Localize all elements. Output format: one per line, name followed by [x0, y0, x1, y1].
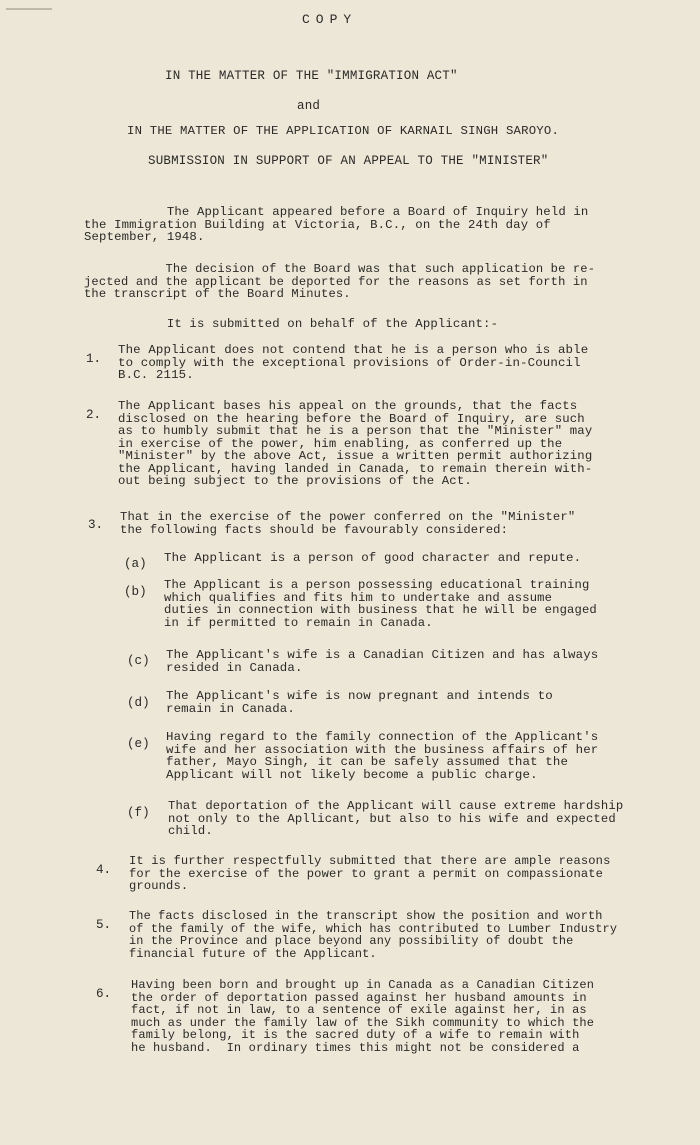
heading-and: and [297, 99, 321, 113]
point-text: The Applicant bases his appeal on the grounds, that the facts disclosed on the hearing before the Board of Inquiry, are such as to humbly submit that he is a person that the "Minister" may in exercise of the power, him enabling, as conferred up the "Minister" by the above Act, issue a written permit authorizing the Applicant, having landed in Canada, to remain therein with- out being subject to the provisions of the Act. [118, 399, 593, 488]
point-number: 4. [96, 863, 112, 877]
point-number: 3. [88, 518, 104, 532]
subpoint-text: Having regard to the family connection of the Applicant's wife and her association with the business affairs of her father, Mayo Singh, it can be safely assumed that the Applicant will not likely become a public charge. [166, 730, 599, 782]
subpoint-text: The Applicant is a person of good character and repute. [164, 551, 582, 565]
point-text: Having been born and brought up in Canada as a Canadian Citizen the order of deportation passed against her husband amounts in fact, if not in law, to a sentence of exile against her, in as much as under the family law of the Sikh community to which the family belong, it is the sacred duty of a wife to remain with he husband. In ordinary times this might not be considered a [131, 978, 595, 1055]
intro-paragraph-2: The decision of the Board was that such application be re- jected and the applicant be deported for the reasons as set forth in the transcript of the Board Minutes. [84, 262, 596, 301]
heading-application: IN THE MATTER OF THE APPLICATION OF KARNAIL SINGH SAROYO. [127, 124, 560, 138]
point-text: It is further respectfully submitted that there are ample reasons for the exercise of the power to grant a permit on compassionate grounds. [129, 854, 611, 893]
heading-submission: SUBMISSION IN SUPPORT OF AN APPEAL TO THE "MINISTER" [148, 154, 549, 168]
subpoint-label: (e) [127, 737, 150, 751]
point-text: That in the exercise of the power conferred on the "Minister" the following facts should be favourably considered: [120, 510, 576, 537]
point-number: 2. [86, 408, 102, 422]
subpoint-text: The Applicant is a person possessing educational training which qualifies and fits him to undertake and assume duties in connection with business that he will be engaged in if permitted to remain in Canada. [164, 578, 597, 630]
point-number: 6. [96, 987, 112, 1001]
subpoint-label: (b) [124, 585, 147, 599]
subpoint-label: (a) [124, 557, 147, 571]
subpoint-text: The Applicant's wife is now pregnant and intends to remain in Canada. [166, 689, 553, 716]
intro-paragraph-3: It is submitted on behalf of the Applicant:- [84, 317, 499, 331]
heading-act: IN THE MATTER OF THE "IMMIGRATION ACT" [165, 69, 458, 83]
point-text: The facts disclosed in the transcript show the position and worth of the family of the wife, which has contributed to Lumber Industry in the Province and place beyond any possibility of doubt the financial future of the Applicant. [129, 909, 618, 961]
copy-stamp: COPY [302, 12, 358, 27]
intro-paragraph-1: The Applicant appeared before a Board of Inquiry held in the Immigration Building at Victoria, B.C., on the 24th day of September, 1948. [84, 205, 589, 244]
subpoint-label: (d) [127, 696, 150, 710]
point-text: The Applicant does not contend that he is a person who is able to comply with the exceptional provisions of Order-in-Council B.C. 2115. [118, 343, 589, 382]
point-number: 5. [96, 918, 112, 932]
subpoint-text: That deportation of the Applicant will cause extreme hardship not only to the Apllicant, but also to his wife and expected child. [168, 799, 624, 838]
margin-mark [6, 8, 52, 10]
subpoint-label: (f) [127, 806, 150, 820]
subpoint-label: (c) [127, 654, 150, 668]
point-number: 1. [86, 352, 102, 366]
subpoint-text: The Applicant's wife is a Canadian Citizen and has always resided in Canada. [166, 648, 599, 675]
